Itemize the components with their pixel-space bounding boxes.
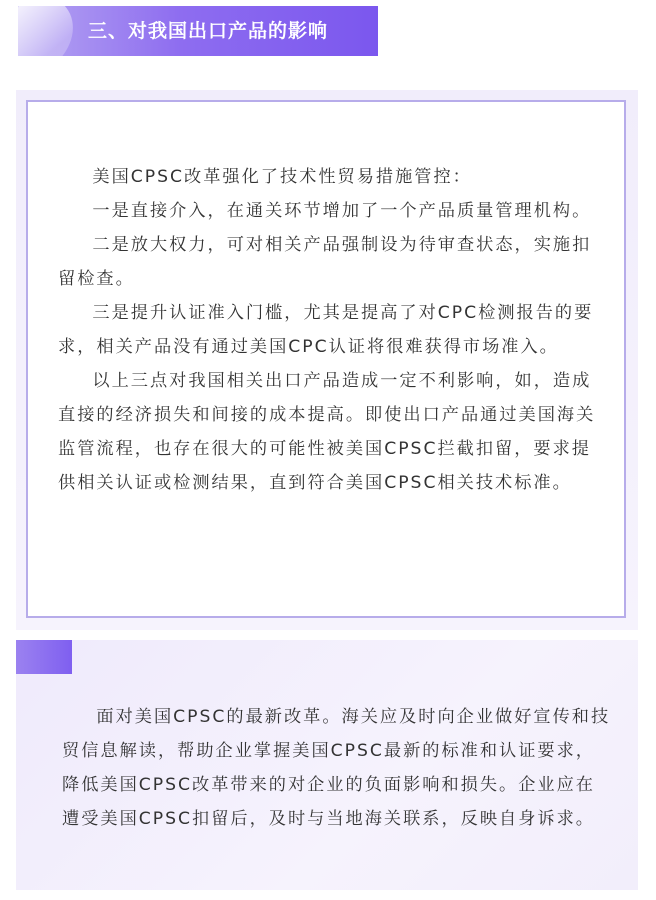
content-text xyxy=(58,160,606,500)
box-tab-accent xyxy=(16,640,72,674)
recommendation-box xyxy=(16,640,638,890)
section-header xyxy=(18,6,378,56)
paragraph-recommendation: 面对美国CPSC的最新改革。海关应及时向企业做好宣传和技贸信息解读，帮助企业掌握美国CPSC最新的标准和认证要求，降低美国CPSC改革带来的对企业的负面影响和损失。企业应在遭受美国CPSC扣留后，及时与当地海关联系，反映自身诉求。 xyxy=(62,707,611,829)
section-title: 三、对我国出口产品的影响 xyxy=(88,20,329,42)
recommendation-text xyxy=(62,700,612,836)
paragraph-point-one: 一是直接介入，在通关环节增加了一个产品质量管理机构。 xyxy=(92,201,592,221)
paragraph-point-two: 二是放大权力，可对相关产品强制设为待审查状态，实施扣留检查。 xyxy=(58,235,592,289)
content-box xyxy=(26,100,626,618)
paragraph-intro: 美国CPSC改革强化了技术性贸易措施管控： xyxy=(92,167,472,187)
paragraph-point-three: 三是提升认证准入门槛，尤其是提高了对CPC检测报告的要求，相关产品没有通过美国CPC认证将很难获得市场准入。 xyxy=(58,303,594,357)
paragraph-summary: 以上三点对我国相关出口产品造成一定不利影响，如，造成直接的经济损失和间接的成本提高。即使出口产品通过美国海关监管流程，也存在很大的可能性被美国CPSC拦截扣留，要求提供相关认证或检测结果，直到符合美国CPSC相关技术标准。 xyxy=(58,371,596,493)
header-decoration xyxy=(18,6,81,56)
